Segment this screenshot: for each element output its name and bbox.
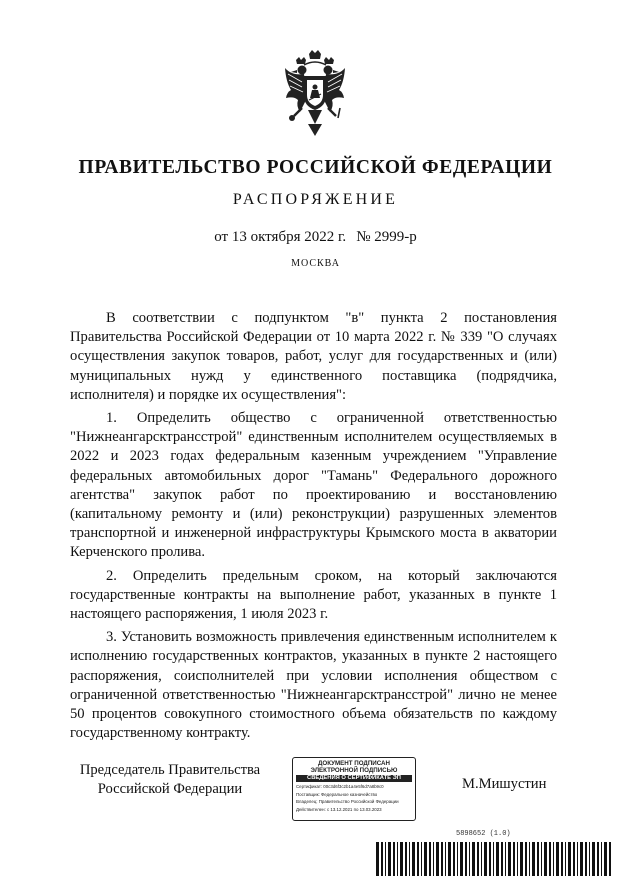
stamp-owner: Владелец: Правительство Российской Федерации <box>296 799 399 804</box>
coat-of-arms-emblem <box>282 50 348 138</box>
signatory-position <box>70 761 270 799</box>
stamp-provider: Поставщик: Федеральное казначейство <box>296 791 378 797</box>
stamp-line2: ЭЛЕКТРОННОЙ ПОДПИСЬЮ <box>310 767 398 774</box>
document-serial: 5898652 (1.0) <box>456 830 511 838</box>
document-type: РАСПОРЯЖЕНИЕ <box>232 191 399 208</box>
barcode <box>376 842 614 876</box>
signatory-name: М.Мишустин <box>462 776 547 792</box>
government-title: ПРАВИТЕЛЬСТВО РОССИЙСКОЙ ФЕДЕРАЦИИ <box>78 157 553 178</box>
signatory-position-line2: Российской Федерации <box>97 781 243 797</box>
stamp-certificate: Сертификат: 00c3d6f3c2b1a4e5f6d7a8b9c0 <box>296 784 384 789</box>
document-date: от 13 октября 2022 г. <box>214 229 347 245</box>
electronic-signature-stamp <box>292 757 416 821</box>
document-body <box>70 309 557 747</box>
stamp-line1: ДОКУМЕНТ ПОДПИСАН <box>318 760 390 767</box>
document-date-line <box>0 229 631 246</box>
preamble-paragraph: В соответствии с подпунктом "в" пункта 2 постановления Правительства Российской Федерации от 10 марта 2022 г. № 339 "О случаях осуществления закупок товаров, работ, услуг для государственных и (или) муниципальных нужд у единственного поставщика (подрядчика, исполнителя) и порядке их осуществления": <box>70 310 557 403</box>
clause-2-paragraph: 2. Определить предельным сроком, на который заключаются государственные контракты на выполнение работ, указанных в пункте 1 настоящего распоряжения, 1 июля 2023 г. <box>70 567 557 623</box>
stamp-validity: Действителен: с 13.12.2021 по 13.03.2023 <box>296 806 382 812</box>
document-number: № 2999-р <box>356 229 417 245</box>
stamp-line3: СВЕДЕНИЯ О СЕРТИФИКАТЕ ЭП <box>296 775 412 782</box>
city: МОСКВА <box>291 258 340 269</box>
signatory-position-line1: Председатель Правительства <box>79 762 261 778</box>
clause-3-paragraph: 3. Установить возможность привлечения единственным исполнителем к исполнению государственных контрактов, указанных в пункте 2 настоящего распоряжения, соисполнителей при условии исполнения обществом с ограниченной ответственностью "Нижнеангарсктрансстрой" лично не менее 50 процентов совокупного стоимостного объема обязательств по каждому государственному контракту. <box>70 629 557 742</box>
clause-1-paragraph: 1. Определить общество с ограниченной ответственностью "Нижнеангарсктрансстрой" единственным исполнителем осуществляемых в 2022 и 2023 годах федеральным казенным учреждением "Управление федеральных автомобильных дорог "Тамань" Федерального дорожного агентства" закупок работ по проектированию и восстановлению (капитальному ремонту и (или) реконструкции) разрушенных элементов транспортной и инженерной инфраструктуры Крымского моста в акватории Керченского пролива. <box>70 410 557 561</box>
